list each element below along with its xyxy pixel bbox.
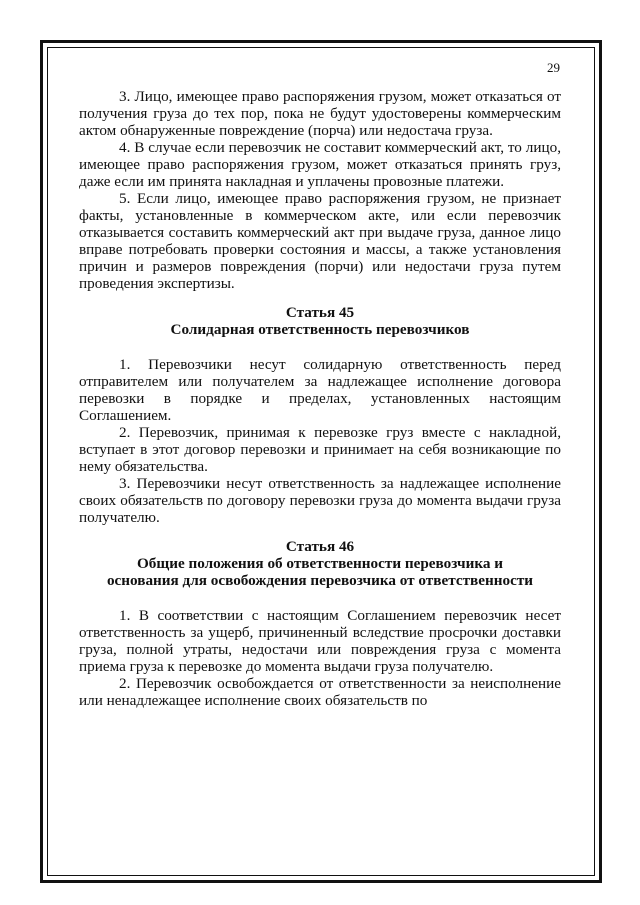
paragraph: 1. В соответствии с настоящим Соглашением перевозчик несет ответственность за ущерб, причиненный вследствие просрочки доставки груза, полной утраты, недостачи или повреждения груза с момента приема груза к перевозке до момента выдачи груза получателю. [79,607,561,675]
article-46-title-line-1: Общие положения об ответственности перевозчика и [136,555,504,572]
paragraph: 4. В случае если перевозчик не составит коммерческий акт, то лицо, имеющее право распоряжения грузом, может отказаться принять груз, даже если им принята накладная и уплачены провозные платежи. [79,139,561,190]
paragraph: 1. Перевозчики несут солидарную ответственность перед отправителем или получателем за надлежащее исполнение договора перевозки в порядке и пределах, установленных настоящим Соглашением. [79,356,561,424]
article-45-number: Статья 45 [285,304,355,321]
paragraph: 2. Перевозчик освобождается от ответственности за неисполнение или ненадлежащее исполнение своих обязательств по [79,675,561,709]
article-45-title: Солидарная ответственность перевозчиков [170,321,470,338]
article-46-number: Статья 46 [285,538,355,555]
document-body [79,88,561,709]
paragraph: 3. Перевозчики несут ответственность за надлежащее исполнение своих обязательств по договору перевозки груза до момента выдачи груза получателю. [79,475,561,526]
paragraph: 5. Если лицо, имеющее право распоряжения грузом, не признает факты, установленные в коммерческом акте, или если перевозчик отказывается составить коммерческий акт при выдаче груза, данное лицо вправе потребовать проверки состояния и массы, а также установления причин и размеров повреждения (порчи) или недостачи груза путем проведения экспертизы. [79,190,561,292]
article-46-title-line-2: основания для освобождения перевозчика от ответственности [106,572,534,589]
paragraph: 2. Перевозчик, принимая к перевозке груз вместе с накладной, вступает в этот договор перевозки и принимает на себя возникающие по нему обязательства. [79,424,561,475]
paragraph: 3. Лицо, имеющее право распоряжения грузом, может отказаться от получения груза до тех пор, пока не будут удостоверены коммерческим актом обнаруженные повреждение (порча) или недостача груза. [79,88,561,139]
page-number: 29 [547,60,560,75]
